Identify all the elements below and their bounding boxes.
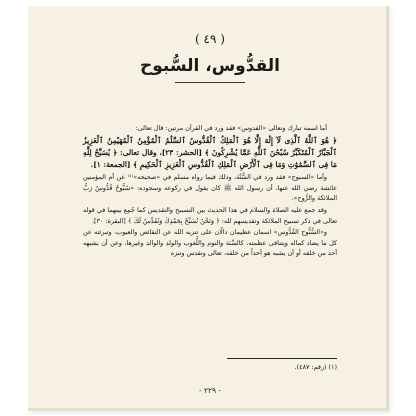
paragraph: و«السُّبُّوح القُدُّوس» اسمان عظيمان دالّان على تنزيه الله عن النقائص والعيوب، وتبرئته عن كل ما يضاد كماله ويتنافى عظمته، كالسِّنَة والنوم واللُّغوب والولد والوالد وغيرها، وعن أن يشبهه أحد من خلقه أو أن يشبه هو أحداً من خلقه، تعالى وتقدس وتنزه xyxy=(83,228,337,258)
page-title: القدُّوس، السُّبوح xyxy=(139,56,281,76)
title-underline xyxy=(175,82,245,83)
footnote: (١) (رقم: ٤٨٧). xyxy=(294,363,337,371)
paragraph: وقد جمع عليه الصلاة والسلام في هذا الحديث بين التسبيح والتقديس كما جُمِع بينهما في قوله تعالى في ذكر تسبيح الملائكة وتقديسهم لله: ﴿ وَنَحْنُ نُسَبِّحُ بِحَمْدِكَ وَنُقَدِّسُ لَكَ ﴾ [البقرة: ٣٠]. xyxy=(83,205,337,225)
page-number: - ٢٢٩ - xyxy=(199,386,221,395)
body-text xyxy=(83,123,337,259)
paragraph: وأما «السبوح» فقد ورد في السُّنَّة، وذلك فيما رواه مسلم في «صحيحه»⁽¹⁾ عن أم المؤمنين عائشة رضي الله عنها، أن رسول الله ﷺ كان يقول في ركوعه وسجوده: «سُبُّوحٌ قُدُّوسٌ رَبُّ الملائكة والرُّوح». xyxy=(83,173,337,203)
paragraph: أما اسمه تبارك وتعالى «القدوس» فقد ورد في القرآن مرتين: قال تعالى: xyxy=(135,124,327,132)
chapter-number: ( ٤٩ ) xyxy=(195,32,225,46)
quran-verse: ﴿ هُوَ ٱللَّهُ ٱلَّذِى لَآ إِلَٰهَ إِلَّا هُوَ ٱلْمَلِكُ ٱلْقُدُّوسُ ٱلسَّلَٰمُ ٱلْمُؤْمِنُ ٱلْمُهَيْمِنُ ٱلْعَزِيزُ ٱلْجَبَّارُ ٱلْمُتَكَبِّرُ سُبْحَٰنَ ٱللَّهِ عَمَّا يُشْرِكُونَ ﴾ [الحشر: ٢٣]، وقال تعالى: ﴿ يُسَبِّحُ لِلَّهِ مَا فِى ٱلسَّمَٰوَٰتِ وَمَا فِى ٱلْأَرْضِ ٱلْمَلِكِ ٱلْقُدُّوسِ ٱلْعَزِيزِ ٱلْحَكِيمِ ﴾ [الجمعة: ١]. xyxy=(83,135,337,169)
footnote-divider xyxy=(227,358,337,359)
page-content xyxy=(83,28,337,400)
book-page xyxy=(28,6,389,411)
